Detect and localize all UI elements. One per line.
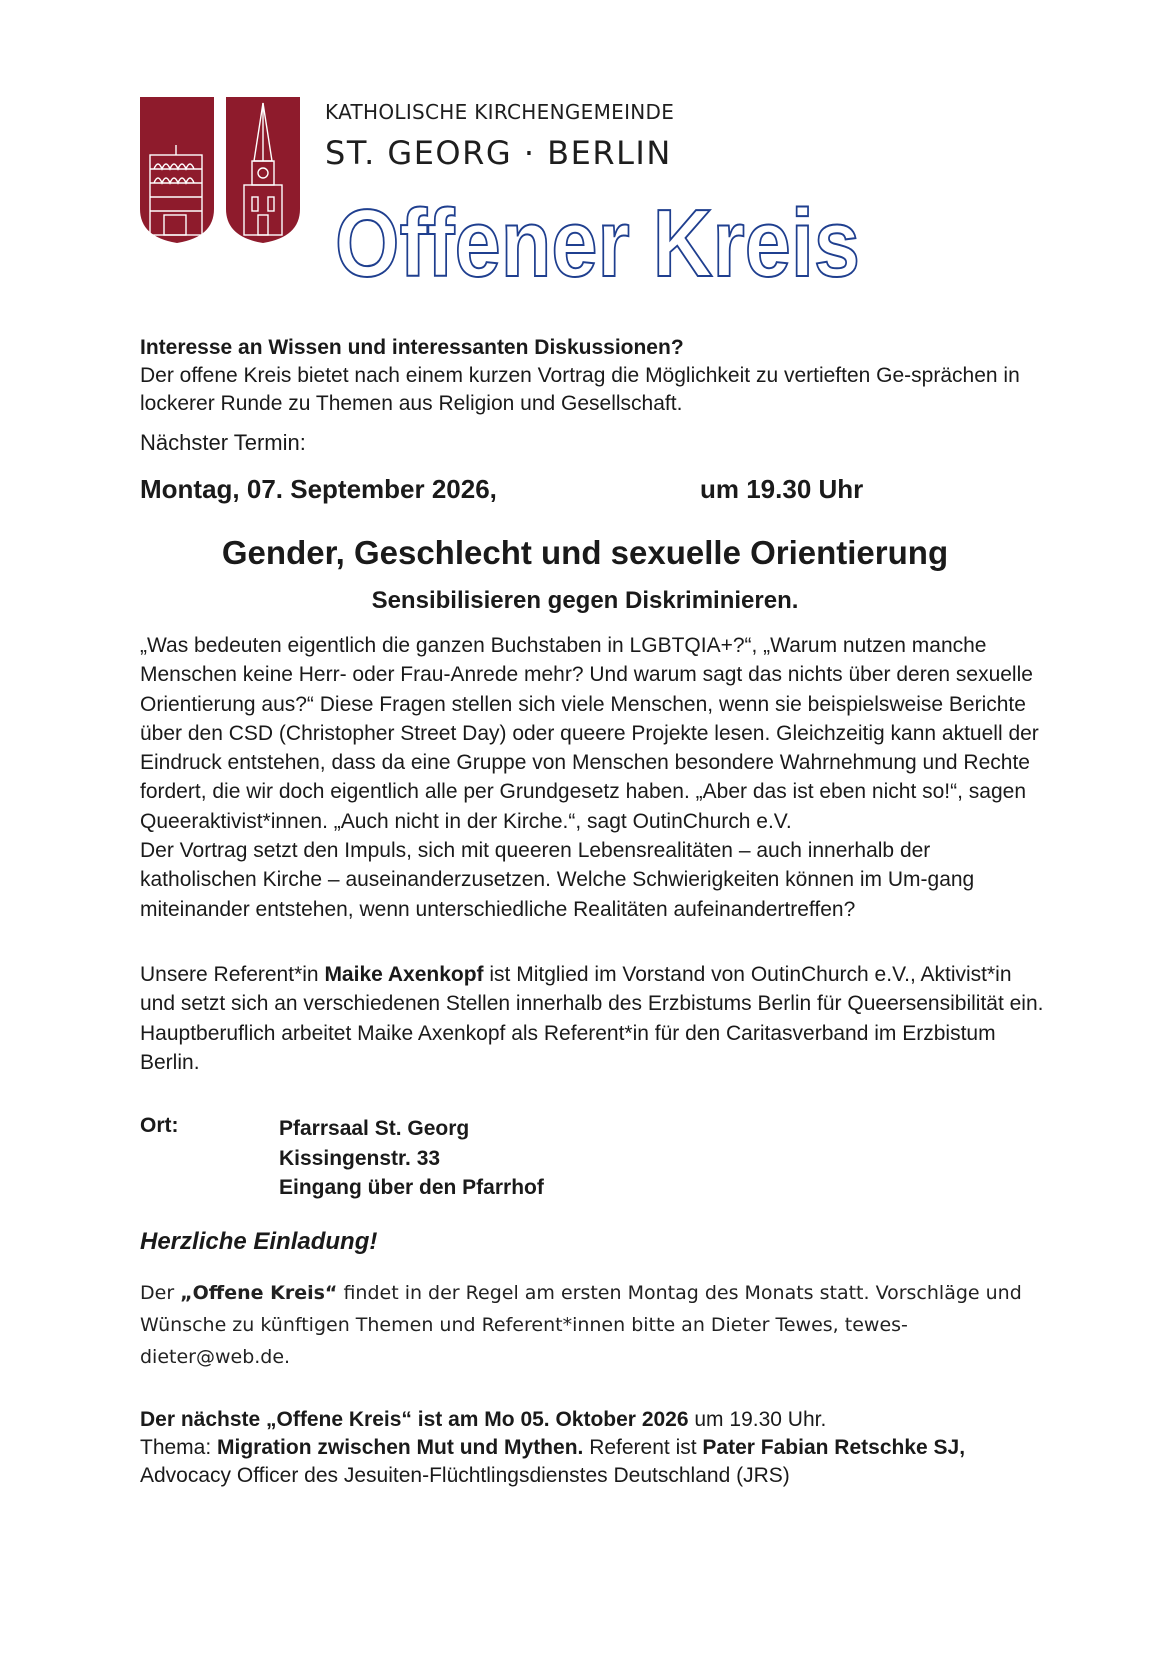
description xyxy=(140,631,1050,924)
event-topic: Gender, Geschlecht und sexuelle Orientierung xyxy=(221,534,949,571)
speaker-bio: ist Mitglied im Vorstand von OutinChurch e.V., Aktivist*in und setzt sich an verschiedenen Stellen innerhalb des Erzbistums Berlin für Queersensibilität ein. Hauptberuflich arbeitet Maike Axenkopf als Referent*in für den Caritasverband im Erzbistum Berlin. xyxy=(140,963,1044,1074)
location-entrance: Eingang über den Pfarrhof xyxy=(279,1176,544,1199)
note-text: findet in der Regel am ersten Montag des Monats statt. Vorschläge und Wünsche zu künftigen Themen und Referent*innen bitte an Dieter Tewes, tewes-dieter@web.de. xyxy=(140,1282,1022,1368)
parish-type: KATHOLISCHE KIRCHENGEMEINDE xyxy=(325,100,675,124)
next-date-label: Nächster Termin: xyxy=(140,430,306,455)
location-venue: Pfarrsaal St. Georg xyxy=(279,1117,470,1140)
next-speaker-role: Advocacy Officer des Jesuiten-Flüchtlingsdienstes Deutschland (JRS) xyxy=(140,1464,790,1487)
invitation-heading: Herzliche Einladung! xyxy=(140,1228,378,1255)
description-paragraph-2: Der Vortrag setzt den Impuls, sich mit queeren Lebensrealitäten – auch innerhalb der katholischen Kirche – auseinanderzusetzen. Welche Schwierigkeiten können im Um-gang miteinander entstehen, wenn unterschiedliche Realitäten aufeinandertreffen? xyxy=(140,839,975,921)
speaker-name: Maike Axenkopf xyxy=(324,963,484,986)
speaker-intro: Unsere Referent*in xyxy=(140,963,325,986)
note-name: „Offene Kreis“ xyxy=(180,1282,338,1304)
event-subtopic: Sensibilisieren gegen Diskriminieren. xyxy=(371,587,799,614)
next-topic: Migration zwischen Mut und Mythen. xyxy=(217,1436,584,1459)
next-speaker: Pater Fabian Retschke SJ, xyxy=(702,1436,966,1459)
intro-text: Der offene Kreis bietet nach einem kurzen Vortrag die Möglichkeit zu vertieften Ge-sprächen in lockerer Runde zu Themen aus Religion und Gesellschaft. xyxy=(140,364,1020,415)
location-address xyxy=(279,1114,544,1203)
next-speaker-label: Referent ist xyxy=(583,1436,703,1459)
next-topic-label: Thema: xyxy=(140,1436,218,1459)
location-label: Ort: xyxy=(140,1114,179,1137)
speaker-paragraph xyxy=(140,960,1050,1077)
description-paragraph-1: „Was bedeuten eigentlich die ganzen Buchstaben in LGBTQIA+?“, „Warum nutzen manche Menschen keine Herr- oder Frau-Anrede mehr? Und warum sagt das nichts über deren sexuelle Orientierung aus?“ Diese Fragen stellen sich viele Menschen, wenn sie beispielsweise Berichte über den CSD (Christopher Street Day) oder queere Projekte lesen. Gleichzeitig kann aktuell der Eindruck entstehen, dass da eine Gruppe von Menschen besondere Wahrnehmung und Rechte fordert, die wir doch eigentlich alle per Grundgesetz haben. „Aber das ist eben nicht so!“, sagen Queeraktivist*innen. „Auch nicht in der Kirche.“, sagt OutinChurch e.V. xyxy=(140,634,1039,833)
schedule-note xyxy=(140,1277,1050,1373)
flyer-title xyxy=(335,190,875,297)
parish-logo xyxy=(140,97,310,243)
event-time: um 19.30 Uhr xyxy=(700,474,864,504)
next-event-date: Der nächste „Offene Kreis“ ist am Mo 05. Oktober 2026 xyxy=(140,1408,689,1431)
intro-heading: Interesse an Wissen und interessanten Diskussionen? xyxy=(140,336,684,359)
parish-name: ST. GEORG · BERLIN xyxy=(325,134,672,172)
note-pre: Der xyxy=(140,1282,181,1304)
location-street: Kissingenstr. 33 xyxy=(279,1146,441,1170)
event-date: Montag, 07. September 2026, xyxy=(140,474,497,504)
next-event xyxy=(140,1406,1050,1490)
flyer-title-text: Offener Kreis xyxy=(335,190,860,297)
next-event-time: um 19.30 Uhr. xyxy=(688,1408,827,1431)
logo-shield-left xyxy=(140,97,214,243)
